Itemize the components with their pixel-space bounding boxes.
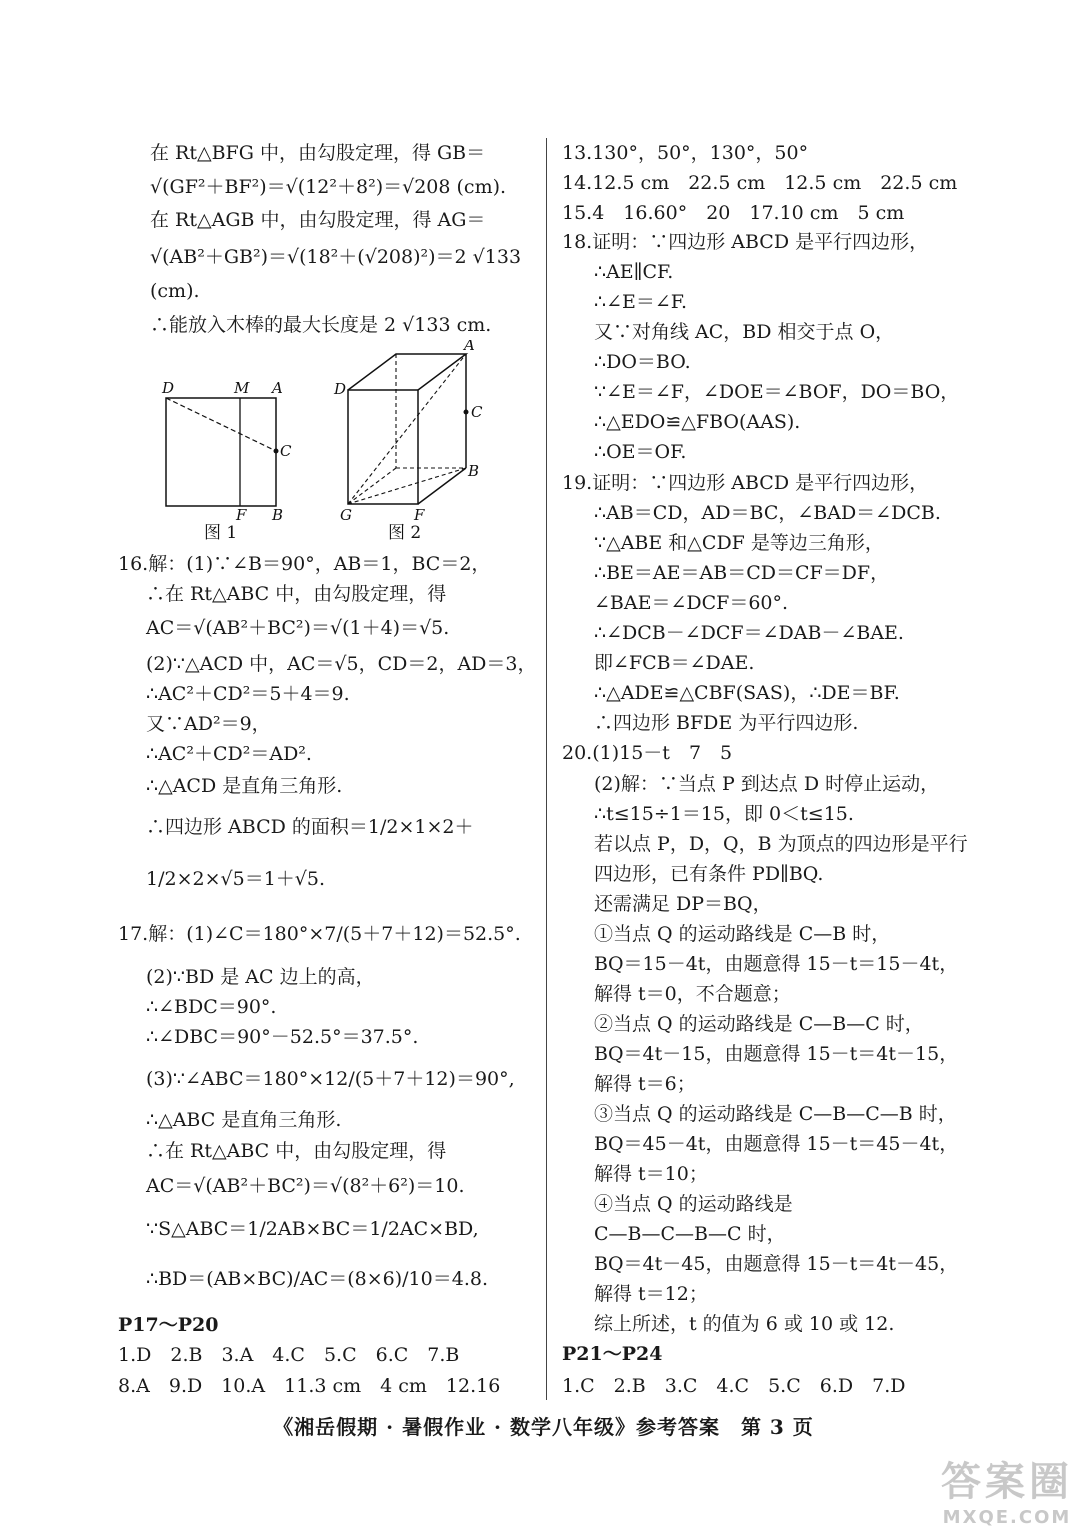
text-line: ∴∠DCB－∠DCF＝∠DAB－∠BAE. [594, 622, 904, 644]
text-line: ∴AB＝CD，AD＝BC，∠BAD＝∠DCB. [594, 502, 941, 524]
text-line: 解得 t＝10； [594, 1163, 708, 1185]
text-line: 19.证明：∵四边形 ABCD 是平行四边形， [562, 472, 929, 494]
fig1-label-b: B [272, 506, 284, 524]
text-line: 解得 t＝12； [594, 1283, 708, 1305]
text-line: AC＝√(AB²＋BC²)＝√(1＋4)＝√5. [146, 617, 450, 639]
text-line: 1.C 2.B 3.C 4.C 5.C 6.D 7.D [562, 1375, 906, 1397]
text-line: ∵∠E＝∠F，∠DOE＝∠BOF，DO＝BO， [594, 381, 960, 403]
text-line: 15.4 16.60° 20 17.10 cm 5 cm [562, 202, 905, 224]
text-line: ∠BAE＝∠DCF＝60°. [594, 592, 789, 614]
fig2-point-c [464, 410, 469, 415]
text-line: ∴BD＝(AB×BC)/AC＝(8×6)/10＝4.8. [146, 1268, 488, 1290]
text-line: 四边形，已有条件 PD∥BQ. [594, 863, 824, 885]
text-line: (2)∵BD 是 AC 边上的高， [146, 966, 375, 988]
text-line: AC＝√(AB²＋BC²)＝√(8²＋6²)＝10. [146, 1175, 465, 1197]
text-line: ∴AC²＋CD²＝AD². [146, 743, 312, 765]
text-line: 综上所述，t 的值为 6 或 10 或 12. [594, 1313, 895, 1335]
text-line: ∴OE＝OF. [594, 441, 687, 463]
text-line: P17～P20 [118, 1314, 219, 1336]
text-line: ②当点 Q 的运动路线是 C—B—C 时， [594, 1013, 924, 1035]
fig2-caption: 图 2 [388, 523, 422, 543]
column-divider [546, 138, 547, 1400]
text-line: 在 Rt△AGB 中，由勾股定理，得 AG＝ [150, 209, 486, 231]
text-line: BQ＝4t－45，由题意得 15－t＝4t－45， [594, 1253, 959, 1275]
text-line: BQ＝45－4t，由题意得 15－t＝45－4t， [594, 1133, 959, 1155]
fig1-path-dc [166, 398, 276, 451]
geometry-figures [150, 340, 510, 555]
text-line: 解得 t＝6； [594, 1073, 696, 1095]
fig1-label-c: C [280, 442, 292, 460]
watermark-url: MXQE.COM [942, 1507, 1072, 1528]
text-line: ∴能放入木棒的最大长度是 2 √133 cm. [150, 314, 492, 336]
text-line: ∴DO＝BO. [594, 351, 691, 373]
figure-2 [333, 340, 483, 543]
text-line: 解得 t＝0，不合题意； [594, 983, 791, 1005]
fig2-label-b: B [468, 462, 480, 480]
text-line: P21～P24 [562, 1343, 663, 1365]
text-line: ∴△ACD 是直角三角形. [146, 775, 343, 797]
watermark [941, 1450, 1073, 1528]
fig1-label-d: D [162, 379, 175, 397]
text-line: ∴t≤15÷1＝15，即 0＜t≤15. [594, 803, 854, 825]
fig1-rectangle [166, 398, 276, 506]
watermark-logo-text: 答案圈 [941, 1459, 1073, 1505]
page-footer: 《湘岳假期 · 暑假作业 · 数学八年级》参考答案 第 3 页 [273, 1415, 814, 1439]
text-line: 8.A 9.D 10.A 11.3 cm 4 cm 12.16 [118, 1375, 501, 1397]
fig1-label-a: A [272, 379, 283, 397]
fig2-top-face [348, 354, 466, 390]
text-line: ④当点 Q 的运动路线是 [594, 1193, 793, 1215]
text-line: (2)∵△ACD 中，AC＝√5，CD＝2，AD＝3， [146, 653, 537, 675]
text-line: C—B—C—B—C 时， [594, 1223, 786, 1245]
text-line: (3)∵∠ABC＝180°×12/(5＋7＋12)＝90°, [146, 1068, 515, 1090]
text-line: 16.解：(1)∵∠B＝90°，AB＝1，BC＝2， [118, 553, 491, 575]
text-line: ∵S△ABC＝1/2AB×BC＝1/2AC×BD, [146, 1218, 479, 1240]
text-line: √(AB²＋GB²)＝√(18²＋(√208)²)＝2 √133 [150, 246, 522, 268]
text-line: ∴∠BDC＝90°. [146, 996, 277, 1018]
text-line: ∴△ABC 是直角三角形. [146, 1109, 342, 1131]
text-line: ∴△ADE≌△CBF(SAS)，∴DE＝BF. [594, 682, 900, 704]
text-line: ∴在 Rt△ABC 中，由勾股定理，得 [146, 1140, 447, 1162]
text-line: 又∵AD²＝9， [146, 713, 271, 735]
text-line: ③当点 Q 的运动路线是 C—B—C—B 时， [594, 1103, 957, 1125]
text-line: 在 Rt△BFG 中，由勾股定理，得 GB＝ [150, 142, 486, 164]
text-line: ∴BE＝AE＝AB＝CD＝CF＝DF， [594, 562, 890, 584]
fig1-label-f: F [236, 506, 247, 524]
text-line: ∵△ABE 和△CDF 是等边三角形， [594, 532, 884, 554]
text-line: ∴AC²＋CD²＝5＋4＝9. [146, 683, 350, 705]
text-line: 即∠FCB＝∠DAE. [594, 652, 755, 674]
text-line: 若以点 P，D，Q，B 为顶点的四边形是平行 [594, 833, 968, 855]
text-line: 20.(1)15－t 7 5 [562, 742, 733, 764]
text-line: ∴∠DBC＝90°－52.5°＝37.5°. [146, 1026, 419, 1048]
text-line: √(GF²＋BF²)＝√(12²＋8²)＝√208 (cm). [150, 176, 507, 198]
fig2-label-d: D [334, 380, 347, 398]
figure-1 [161, 379, 292, 543]
text-line: (cm). [150, 280, 200, 302]
text-line: 17.解：(1)∠C＝180°×7/(5＋7＋12)＝52.5°. [118, 923, 521, 945]
text-line: ∴∠E＝∠F. [594, 291, 688, 313]
text-line: ∴四边形 BFDE 为平行四边形. [594, 712, 859, 734]
fig2-label-c: C [471, 403, 483, 421]
fig1-point-c [274, 449, 279, 454]
fig2-label-a: A [464, 340, 475, 354]
fig2-bottom-right-edge [418, 468, 466, 504]
text-line: ①当点 Q 的运动路线是 C—B 时， [594, 923, 891, 945]
text-line: 18.证明：∵四边形 ABCD 是平行四边形， [562, 231, 929, 253]
text-line: 1/2×2×√5＝1＋√5. [146, 868, 326, 890]
fig1-caption: 图 1 [204, 523, 238, 543]
fig2-label-g: G [340, 506, 352, 524]
fig2-label-f: F [414, 506, 425, 524]
text-line: 13.130°，50°，130°，50° [562, 142, 809, 164]
text-line: 又∵对角线 AC，BD 相交于点 O， [594, 321, 895, 343]
fig2-front-face [348, 390, 418, 504]
text-line: 还需满足 DP＝BQ， [594, 893, 772, 915]
text-line: 1.D 2.B 3.A 4.C 5.C 6.C 7.B [118, 1344, 460, 1366]
text-line: ∴AE∥CF. [594, 261, 674, 283]
fig2-diagonal-gb [348, 468, 466, 504]
text-line: BQ＝4t－15，由题意得 15－t＝4t－15， [594, 1043, 959, 1065]
text-line: 14.12.5 cm 22.5 cm 12.5 cm 22.5 cm [562, 172, 958, 194]
text-line: ∴在 Rt△ABC 中，由勾股定理，得 [146, 583, 447, 605]
fig1-label-m: M [234, 379, 250, 397]
text-line: (2)解：∵当点 P 到达点 D 时停止运动， [594, 773, 940, 795]
text-line: BQ＝15－4t，由题意得 15－t＝15－4t， [594, 953, 959, 975]
text-line: ∴四边形 ABCD 的面积＝1/2×1×2＋ [146, 816, 474, 838]
text-line: ∴△EDO≌△FBO(AAS). [594, 411, 801, 433]
